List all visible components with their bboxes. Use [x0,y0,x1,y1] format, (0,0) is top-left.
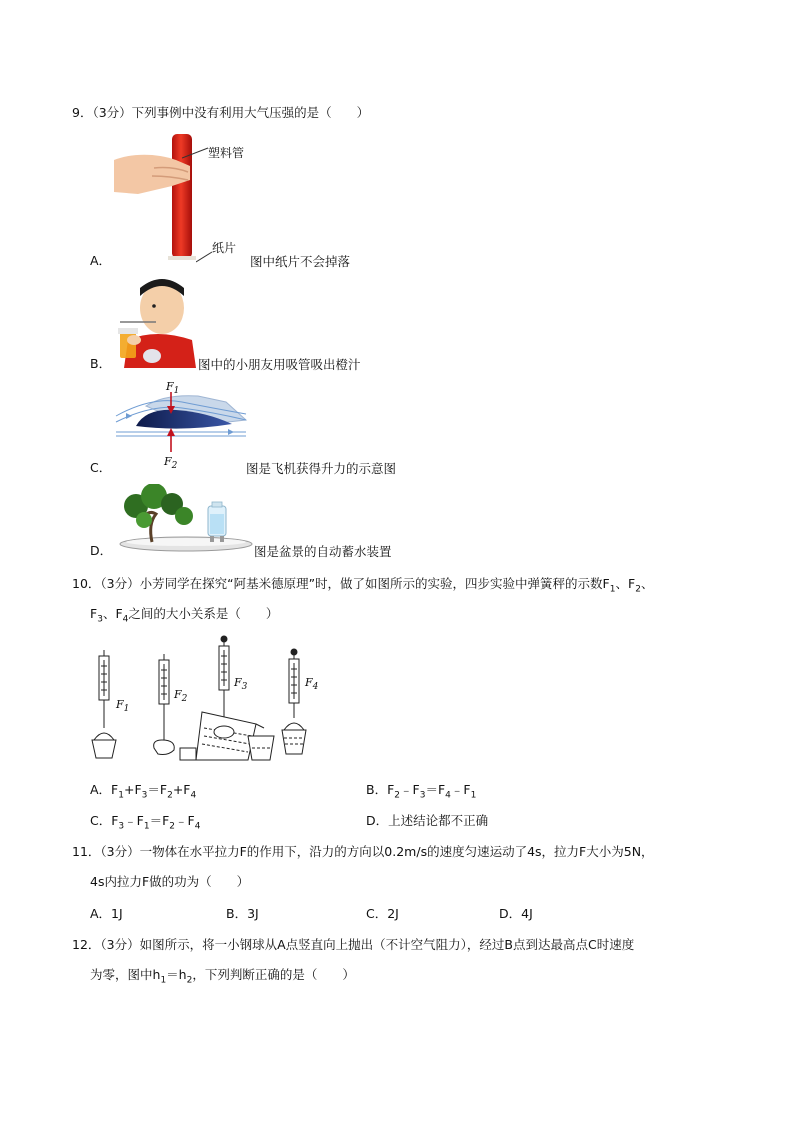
q10-figure [84,632,324,762]
q9-a-label-tube: 塑料管 [208,146,245,160]
q10-option-d[interactable]: D．上述结论都不正确 [366,813,489,828]
q9-c-caption: 图是飞机获得升力的示意图 [246,461,397,476]
q9-a-tube-pointer [182,145,210,164]
q9-b-letter[interactable]: B． [90,356,112,371]
q10-stem-line2: $F_3$、$F_4$之间的大小关系是（ ） [90,606,279,625]
q12-stem-line2: 为零，图中$h_1=h_2$，下列判断正确的是（ ） [90,967,355,986]
q9-c-f2-label: $F_2$ [164,455,178,472]
q10-label-f1: $F_1$ [116,698,130,715]
q11-option-b[interactable]: B．3J [226,906,259,921]
q9-d-caption: 图是盆景的自动蓄水装置 [254,544,392,559]
q10-label-f3: $F_3$ [234,676,248,693]
q9-a-caption: 图中纸片不会掉落 [250,254,351,269]
q9-c-image [112,380,252,474]
q9-c-letter[interactable]: C． [90,460,112,475]
q9-a-letter[interactable]: A． [90,253,112,268]
q11-option-c[interactable]: C．2J [366,906,399,921]
q10-scale-3 [180,636,274,760]
q10-scale-1 [92,650,116,758]
q10-scale-4 [282,649,306,754]
q10-scale-2 [154,654,175,755]
q10-option-c[interactable]: C．$F_3﹣F_1=F_2﹣F_4$ [90,813,201,832]
q12-stem-line1: 12．（3分）如图所示，将一小钢球从A点竖直向上抛出（不计空气阻力），经过B点到达最高点C时速度 [72,937,635,952]
q10-option-a[interactable]: A．$F_1+F_3=F_2+F_4$ [90,782,197,801]
q11-option-a[interactable]: A．1J [90,906,123,921]
q10-label-f2: $F_2$ [174,688,188,705]
q10-stem-line1: 10．（3分）小芳同学在探究“阿基米德原理”时，做了如图所示的实验，四步实验中弹簧秤的示数$F_1$、$F_2$、 [72,576,654,595]
q9-d-letter[interactable]: D． [90,543,113,558]
q11-stem-line2: 4s内拉力F做的功为（ ） [90,874,250,889]
q11-option-d[interactable]: D．4J [499,906,533,921]
q9-b-caption: 图中的小朋友用吸管吸出橙汁 [198,357,361,372]
q9-d-image [114,484,254,556]
q9-c-f1-label: $F_1$ [166,380,180,397]
q10-option-b[interactable]: B．$F_2﹣F_3=F_4﹣F_1$ [366,782,477,801]
q10-label-f4: $F_4$ [305,676,319,693]
q9-b-image [114,278,198,368]
q11-stem-line1: 11．（3分）一物体在水平拉力F的作用下，沿力的方向以0.2m/s的速度匀速运动了4s，拉力F大小为5N， [72,844,654,859]
q9-stem: 9．（3分）下列事例中没有利用大气压强的是（ ） [72,105,370,120]
q9-a-label-paper: 纸片 [212,241,237,255]
